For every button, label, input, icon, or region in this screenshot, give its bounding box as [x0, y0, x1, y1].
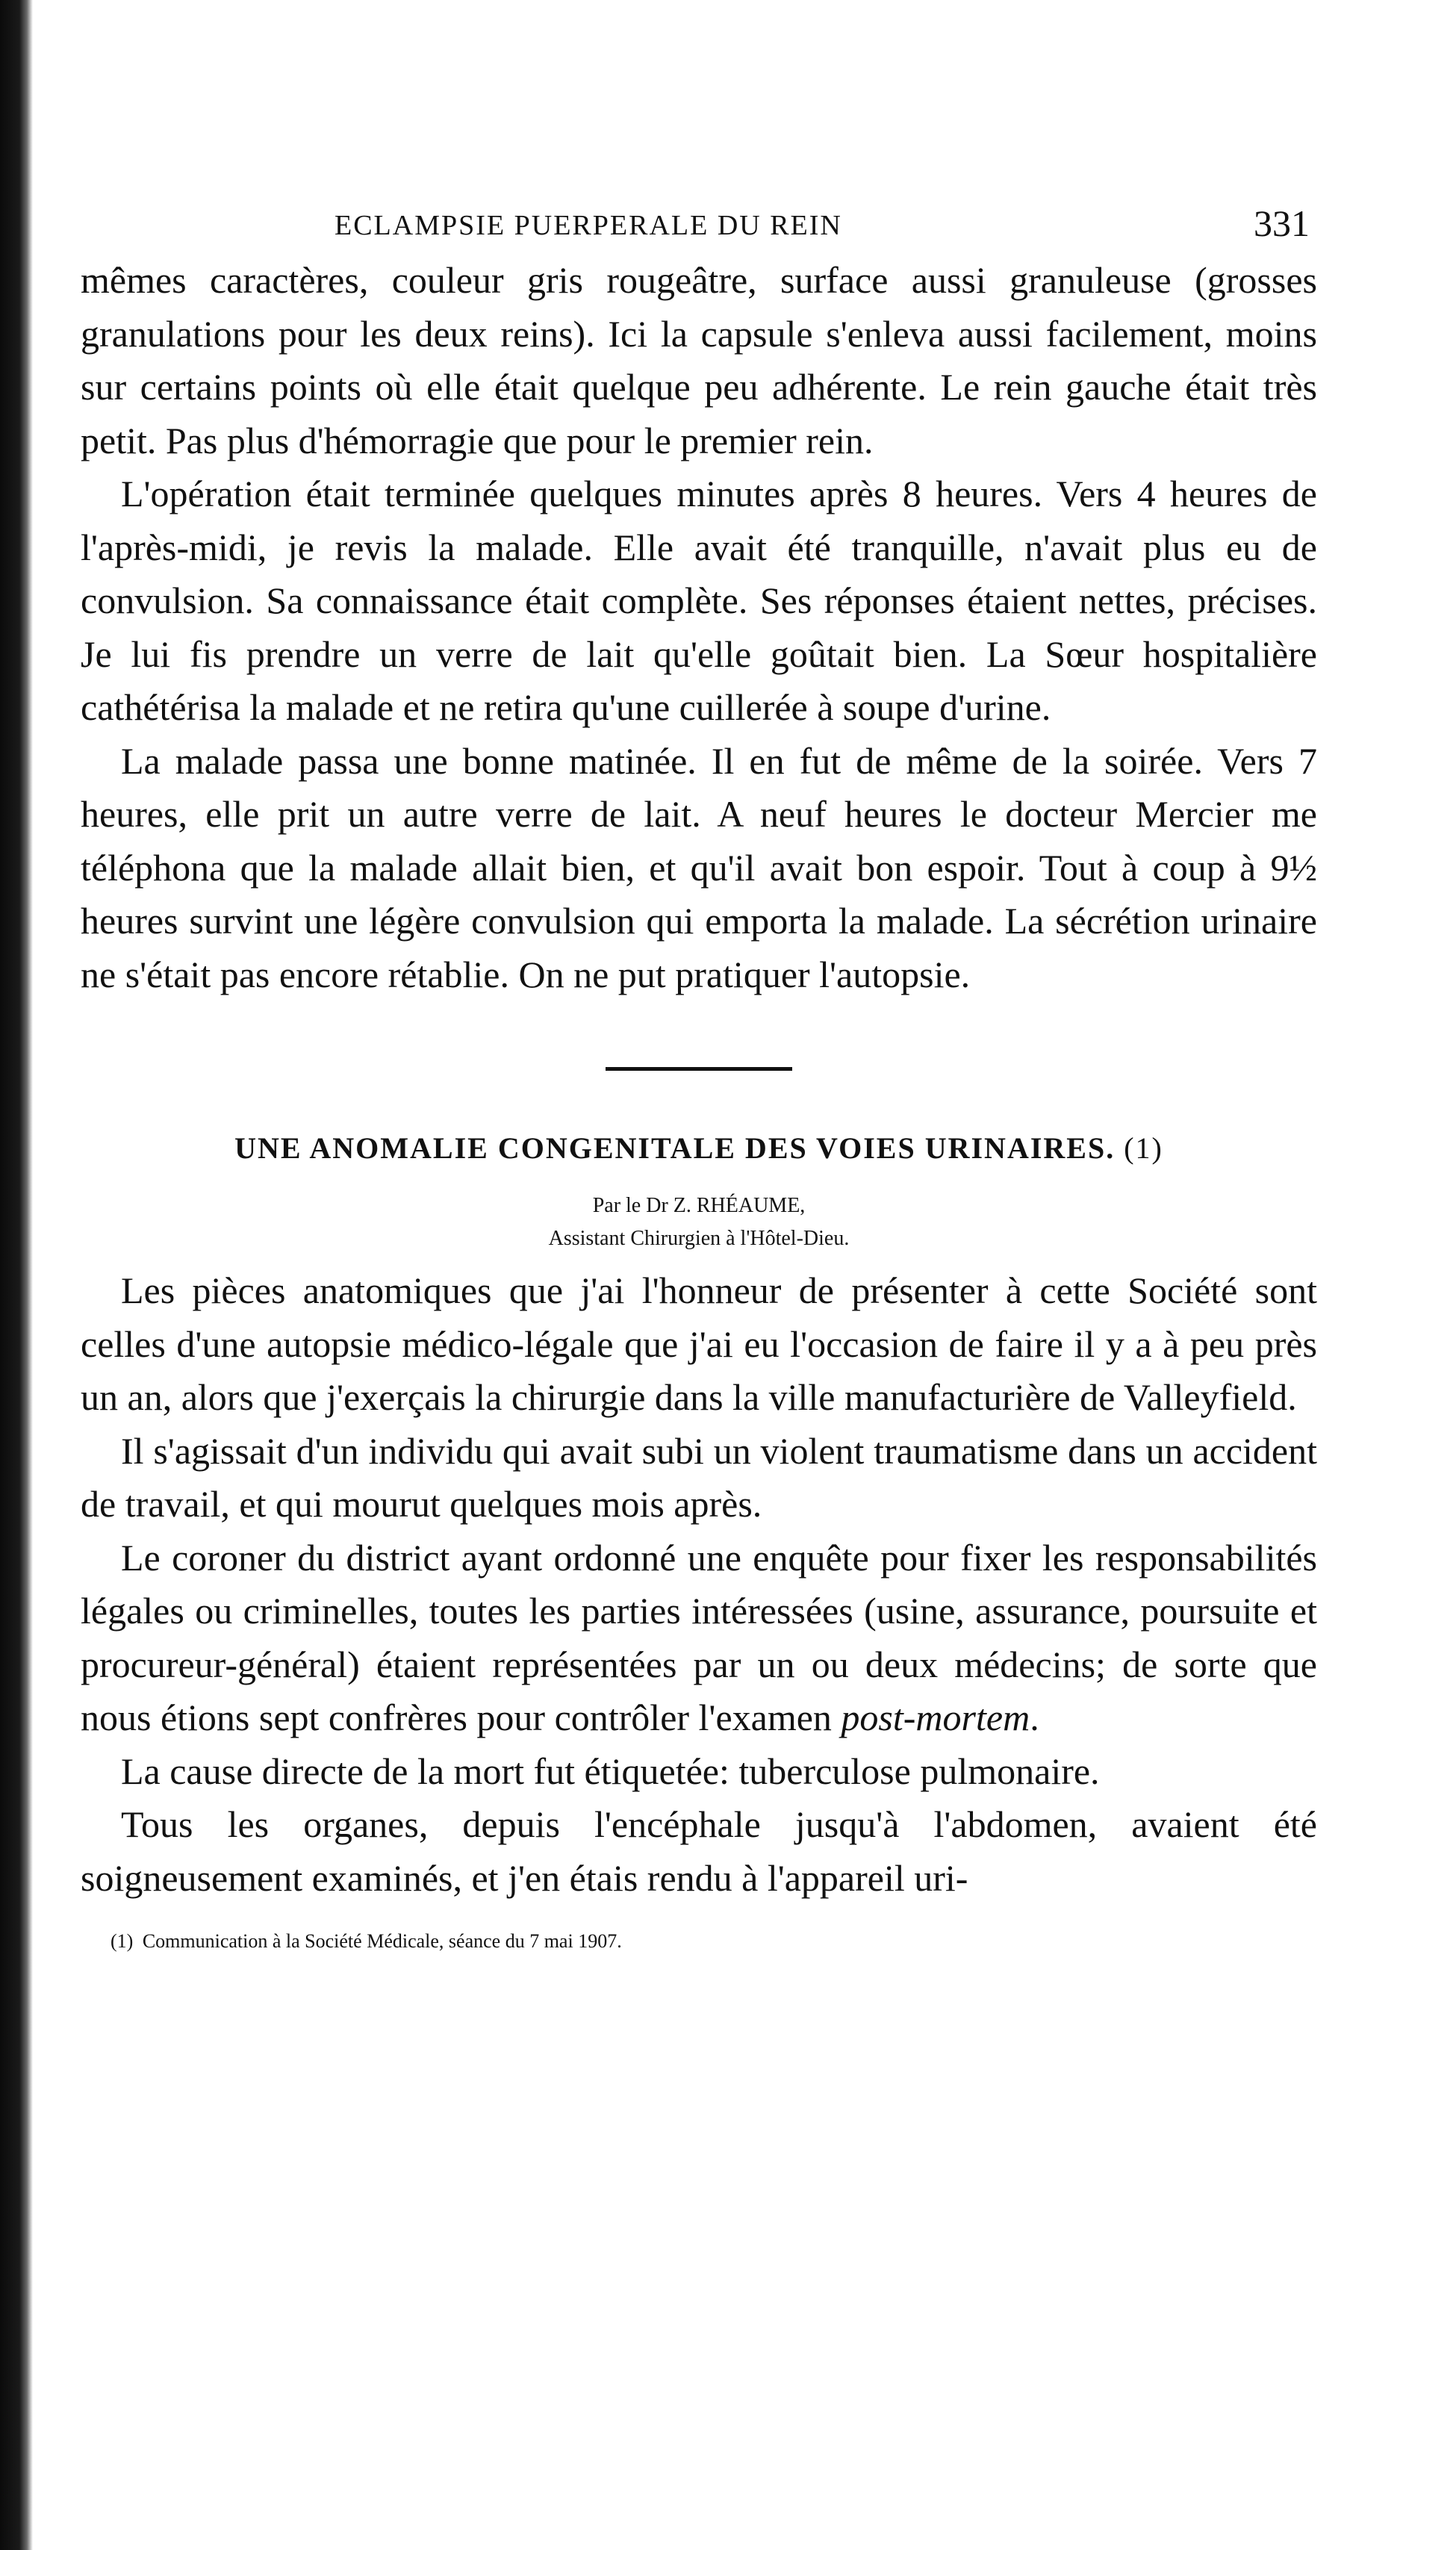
page-number: 331	[1254, 202, 1310, 244]
scan-binding-edge	[0, 0, 33, 2550]
footnote	[81, 1930, 1317, 1953]
paragraph: La cause directe de la mort fut étiquetée: tuberculose pulmonaire.	[121, 1750, 1100, 1792]
paragraph: La malade passa une bonne matinée. Il en fut de même de la soirée. Vers 7 heures, elle prit un autre verre de lait. A neuf heures le docteur Mercier me téléphona que la malade allait bien, et qu'il avait bon espoir. Tout à coup à 9½ heures survint une légère convulsion qui emporta la malade. La sécrétion urinaire ne s'était pas encore rétablie. On ne put pratiquer l'autopsie.	[81, 739, 1317, 995]
article-title	[81, 1131, 1317, 1166]
author-byline: Par le Dr Z. RHÉAUME,	[592, 1194, 806, 1217]
journal-page	[81, 202, 1317, 1953]
paragraph	[81, 1531, 1317, 1745]
paragraph: mêmes caractères, couleur gris rougeâtre, surface aussi granuleuse (grosses granulations pour les deux reins). Ici la capsule s'enleva aussi facilement, moins sur certains points où elle était quelque peu adhérente. Le rein gauche était très petit. Pas plus d'hémorragie que pour le premier rein.	[81, 259, 1317, 461]
footnote-mark: (1)	[111, 1930, 134, 1952]
paragraph: L'opération était terminée quelques minutes après 8 heures. Vers 4 heures de l'après-midi, je revis la malade. Elle avait été tranquille, n'avait plus eu de convulsion. Sa connaissance était complète. Ses réponses étaient nettes, précises. Je lui fis prendre un verre de lait qu'elle goûtait bien. La Sœur hospitalière cathétérisa la malade et ne retira qu'une cuillerée à soupe d'urine.	[81, 473, 1317, 728]
paragraph-text: Le coroner du district ayant ordonné une enquête pour fixer les responsabilités légales ou criminelles, toutes les parties intéressées (usine, assurance, poursuite et procureur-général) étaient représentées par un ou deux médecins; de sorte que nous étions sept confrères pour contrôler l'examen	[81, 1536, 1317, 1738]
section-divider	[606, 1067, 792, 1071]
paragraph-text-end: .	[1030, 1697, 1039, 1738]
paragraph: Il s'agissait d'un individu qui avait subi un violent traumatisme dans un accident de travail, et qui mourut quelques mois après.	[81, 1429, 1317, 1525]
footnote-reference: (1)	[1124, 1131, 1163, 1165]
running-head	[81, 202, 1317, 254]
footnote-text: Communication à la Société Médicale, séance du 7 mai 1907.	[142, 1930, 622, 1952]
paragraph: Les pièces anatomiques que j'ai l'honneur de présenter à cette Société sont celles d'une autopsie médico-légale que j'ai eu l'occasion de faire il y a à peu près un an, alors que j'exerçais la chirurgie dans la ville manufacturière de Valleyfield.	[81, 1269, 1317, 1418]
paragraph: Tous les organes, depuis l'encéphale jusqu'à l'abdomen, avaient été soigneusement examinés, et j'en étais rendu à l'appareil uri-	[81, 1803, 1317, 1899]
running-head-title: ECLAMPSIE PUERPERALE DU REIN	[335, 210, 842, 241]
author-affiliation: Assistant Chirurgien à l'Hôtel-Dieu.	[548, 1227, 850, 1250]
previous-article-text	[81, 254, 1317, 1001]
latin-term: post-mortem	[841, 1697, 1030, 1738]
article-body	[81, 1264, 1317, 1905]
article-title-text: UNE ANOMALIE CONGENITALE DES VOIES URINAIRES.	[234, 1131, 1116, 1165]
